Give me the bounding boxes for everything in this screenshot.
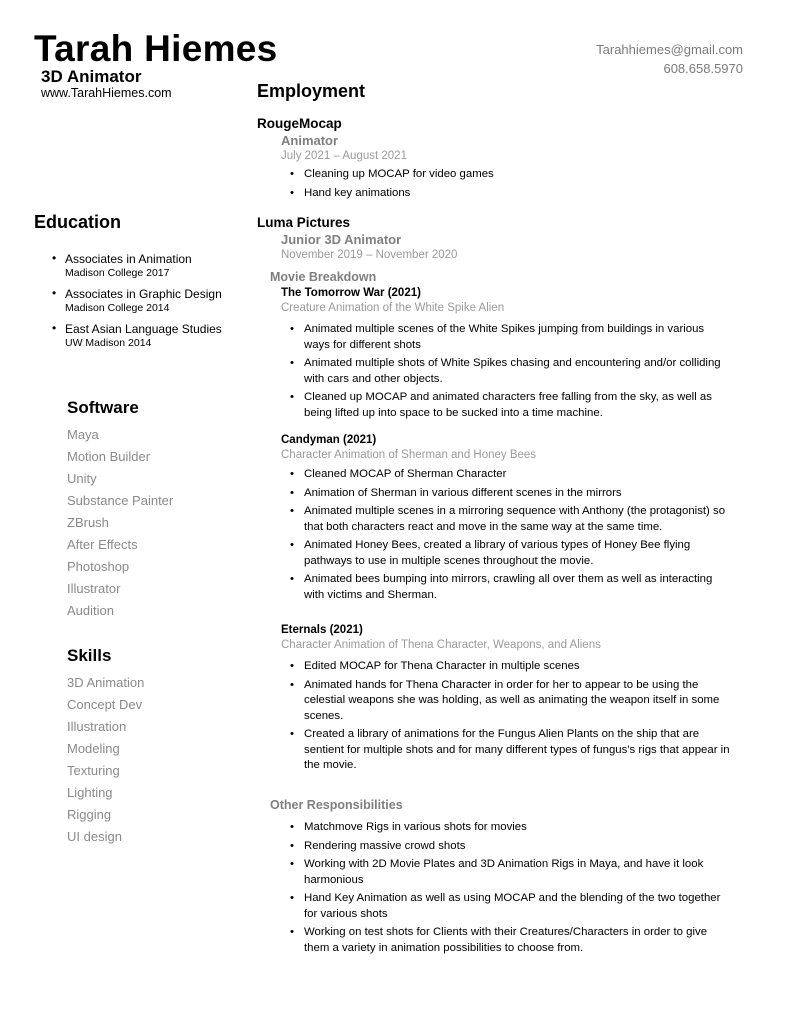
applicant-name: Tarah Hiemes — [34, 28, 278, 69]
software-item: Maya — [67, 427, 99, 442]
education-item — [52, 252, 262, 280]
website-link[interactable]: www.TarahHiemes.com — [41, 86, 172, 100]
company-name: RougeMocap — [257, 116, 342, 131]
skill-item: UI design — [67, 829, 122, 844]
job-title: Junior 3D Animator — [281, 232, 402, 247]
software-item: Motion Builder — [67, 449, 151, 464]
duty-item: • Working with 2D Movie Plates and 3D Animation Rigs in Maya, and have it look harmonious — [287, 857, 733, 888]
duty-item: • Rendering massive crowd shots — [287, 839, 733, 855]
software-item: Illustrator — [67, 581, 121, 596]
film-subtitle: Character Animation of Thena Character, Weapons, and Aliens — [281, 639, 601, 651]
education-detail: Madison College 2017 — [65, 267, 170, 279]
duty-item: • Cleaning up MOCAP for video games — [287, 167, 727, 183]
skill-item: Modeling — [67, 741, 120, 756]
education-title: • Associates in Animation — [65, 252, 192, 266]
education-list — [52, 252, 262, 357]
applicant-role: 3D Animator — [41, 67, 142, 86]
duty-item: • Working on test shots for Clients with their Creatures/Characters in order to give them a variety in animation possibilities to choose from. — [287, 925, 733, 956]
duty-item: • Created a library of animations for the Fungus Alien Plants on the ship that are sentient for multiple shots and for many different types of fungus's rigs that appear in the movie. — [287, 727, 733, 774]
software-item: Substance Painter — [67, 493, 174, 508]
duty-item: • Cleaned up MOCAP and animated characters free falling from the sky, as well as being lifted up into space to be sucked into a time machine. — [287, 390, 727, 421]
skill-item: Lighting — [67, 785, 113, 800]
skill-item: 3D Animation — [67, 675, 145, 690]
software-item: Audition — [67, 603, 114, 618]
skill-item: Concept Dev — [67, 697, 143, 712]
film-duties — [287, 322, 727, 424]
education-item — [52, 287, 262, 315]
education-title: • East Asian Language Studies — [65, 322, 222, 336]
film-duties — [287, 467, 733, 606]
job-duties — [287, 167, 727, 204]
duty-item: • Edited MOCAP for Thena Character in multiple scenes — [287, 659, 733, 675]
duty-item: • Animated multiple scenes of the White Spikes jumping from buildings in various ways for different shots — [287, 322, 727, 353]
software-item: Photoshop — [67, 559, 130, 574]
employment-heading: Employment — [257, 81, 366, 101]
duty-item: • Animated bees bumping into mirrors, crawling all over them as well as interacting with victims and Sherman. — [287, 572, 733, 603]
duty-item: • Cleaned MOCAP of Sherman Character — [287, 467, 733, 483]
film-title: The Tomorrow War (2021) — [281, 287, 421, 299]
education-heading: Education — [34, 212, 122, 232]
skills-list — [67, 672, 144, 848]
other-duties — [287, 820, 733, 959]
contact-block — [596, 40, 743, 78]
film-title: Eternals (2021) — [281, 624, 363, 636]
duty-item: • Matchmove Rigs in various shots for movies — [287, 820, 733, 836]
job-title: Animator — [281, 133, 339, 148]
skill-item: Texturing — [67, 763, 120, 778]
duty-item: • Hand key animations — [287, 186, 727, 202]
job-dates: November 2019 – November 2020 — [281, 249, 458, 261]
other-responsibilities-heading: Other Responsibilities — [270, 798, 403, 812]
job-dates: July 2021 – August 2021 — [281, 150, 407, 162]
skills-heading: Skills — [67, 646, 112, 665]
education-detail: Madison College 2014 — [65, 302, 170, 314]
software-item: After Effects — [67, 537, 138, 552]
software-heading: Software — [67, 398, 139, 417]
film-subtitle: Creature Animation of the White Spike Alien — [281, 302, 505, 314]
software-item: ZBrush — [67, 515, 109, 530]
duty-item: • Animated multiple shots of White Spikes chasing and encountering and/or colliding with cars and other objects. — [287, 356, 727, 387]
film-subtitle: Character Animation of Sherman and Honey Bees — [281, 449, 537, 461]
email-link[interactable]: Tarahhiemes@gmail.com — [596, 42, 743, 57]
duty-item: • Animated Honey Bees, created a library of various types of Honey Bee flying pathways to use in multiple scenes throughout the movie. — [287, 538, 733, 569]
software-list — [67, 424, 173, 622]
skill-item: Rigging — [67, 807, 112, 822]
film-duties — [287, 659, 733, 777]
education-title: • Associates in Graphic Design — [65, 287, 222, 301]
skill-item: Illustration — [67, 719, 127, 734]
movie-breakdown-heading: Movie Breakdown — [270, 270, 377, 284]
film-title: Candyman (2021) — [281, 434, 377, 446]
duty-item: • Animated hands for Thena Character in order for her to appear to be using the celestial weapons she was holding, as well as animating the weapon itself in some scenes. — [287, 678, 733, 725]
phone-number: 608.658.5970 — [663, 61, 743, 76]
education-detail: UW Madison 2014 — [65, 337, 152, 349]
duty-item: • Animated multiple scenes in a mirroring sequence with Anthony (the protagonist) so that both characters react and move in the same way at the same time. — [287, 504, 733, 535]
duty-item: • Hand Key Animation as well as using MOCAP and the blending of the two together for various shots — [287, 891, 733, 922]
company-name: Luma Pictures — [257, 215, 351, 230]
duty-item: • Animation of Sherman in various different scenes in the mirrors — [287, 486, 733, 502]
software-item: Unity — [67, 471, 97, 486]
education-item — [52, 322, 262, 350]
